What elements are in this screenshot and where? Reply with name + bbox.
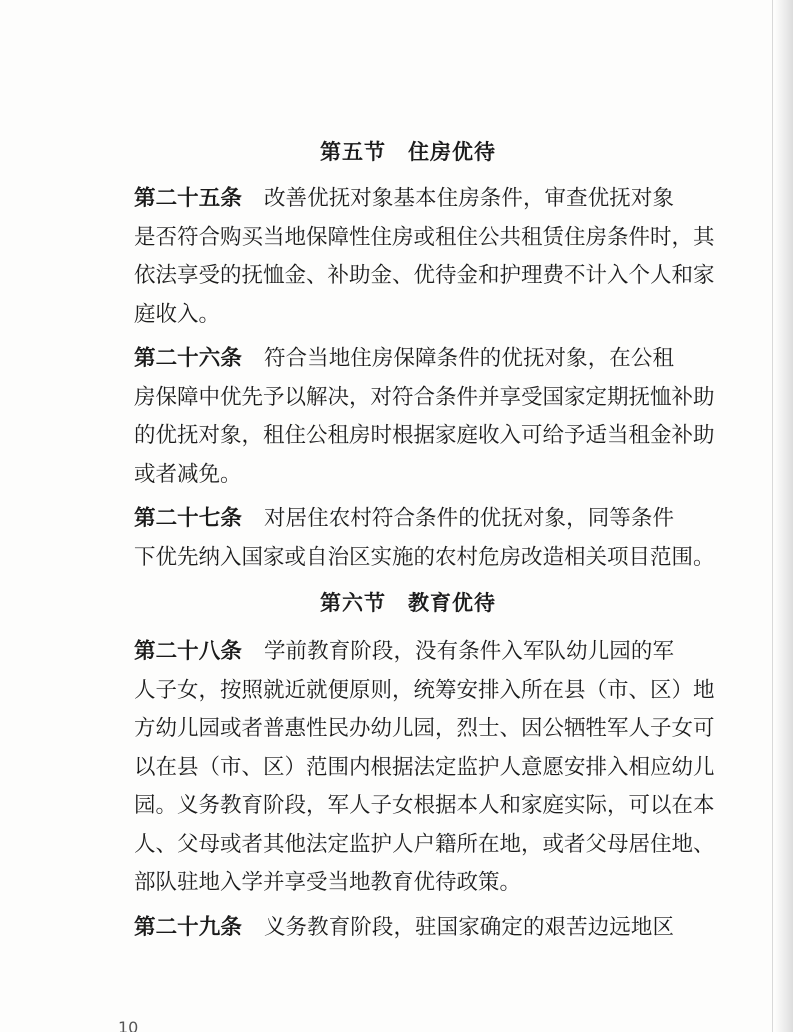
article-line: 或者减免。 bbox=[134, 461, 242, 487]
article-line: 的优抚对象，租住公租房时根据家庭收入可给予适当租金补助 bbox=[134, 423, 715, 448]
document-body bbox=[134, 130, 715, 948]
article-28 bbox=[134, 633, 715, 903]
article-29 bbox=[134, 909, 674, 948]
article-line: 下优先纳入国家或自治区实施的农村危房改造相关项目范围。 bbox=[134, 544, 715, 570]
article-line: 人、父母或者其他法定监护人户籍所在地，或者父母居住地、 bbox=[134, 831, 715, 857]
section-number: 第五节 bbox=[320, 139, 386, 164]
article-number: 第二十九条 bbox=[134, 914, 242, 940]
article-number: 第二十六条 bbox=[134, 346, 242, 371]
page-edge-line bbox=[772, 0, 773, 1032]
article-line: 第二十九条 义务教育阶段，驻国家确定的艰苦边远地区 bbox=[134, 914, 674, 940]
article-line: 是否符合购买当地保障性住房或租住公共租赁住房条件时，其 bbox=[134, 224, 715, 250]
article-line: 第二十五条 改善优抚对象基本住房条件，审查优抚对象 bbox=[134, 186, 674, 211]
article-line: 依法享受的抚恤金、补助金、优待金和护理费不计入个人和家 bbox=[134, 263, 715, 288]
article-line: 第二十八条 学前教育阶段，没有条件入军队幼儿园的军 bbox=[134, 639, 674, 664]
article-line: 庭收入。 bbox=[134, 301, 221, 327]
section-title: 住房优待 bbox=[408, 139, 496, 164]
article-line: 第二十七条 对居住农村符合条件的优抚对象，同等条件 bbox=[134, 506, 674, 531]
article-line: 人子女，按照就近就便原则，统筹安排入所在县（市、区）地 bbox=[134, 677, 715, 703]
page-number: 10 bbox=[118, 1018, 139, 1032]
section-heading-5 bbox=[142, 130, 674, 174]
article-line: 园。义务教育阶段，军人子女根据本人和家庭实际，可以在本 bbox=[134, 793, 715, 818]
section-title: 教育优待 bbox=[408, 590, 496, 615]
section-number: 第六节 bbox=[320, 590, 386, 615]
article-number: 第二十五条 bbox=[134, 186, 242, 211]
article-27 bbox=[134, 500, 715, 577]
article-line: 第二十六条 符合当地住房保障条件的优抚对象，在公租 bbox=[134, 346, 674, 371]
article-line: 房保障中优先予以解决，对符合条件并享受国家定期抚恤补助 bbox=[134, 384, 715, 410]
article-number: 第二十七条 bbox=[134, 506, 242, 531]
article-line: 方幼儿园或者普惠性民办幼儿园，烈士、因公牺牲军人子女可 bbox=[134, 716, 715, 741]
article-line: 部队驻地入学并享受当地教育优待政策。 bbox=[134, 870, 522, 895]
page-edge-shadow bbox=[775, 0, 793, 1032]
article-25 bbox=[134, 180, 715, 334]
article-line: 以在县（市、区）范围内根据法定监护人意愿安排入相应幼儿 bbox=[134, 754, 715, 780]
section-heading-6 bbox=[142, 581, 674, 625]
article-26 bbox=[134, 340, 715, 494]
article-number: 第二十八条 bbox=[134, 639, 242, 664]
